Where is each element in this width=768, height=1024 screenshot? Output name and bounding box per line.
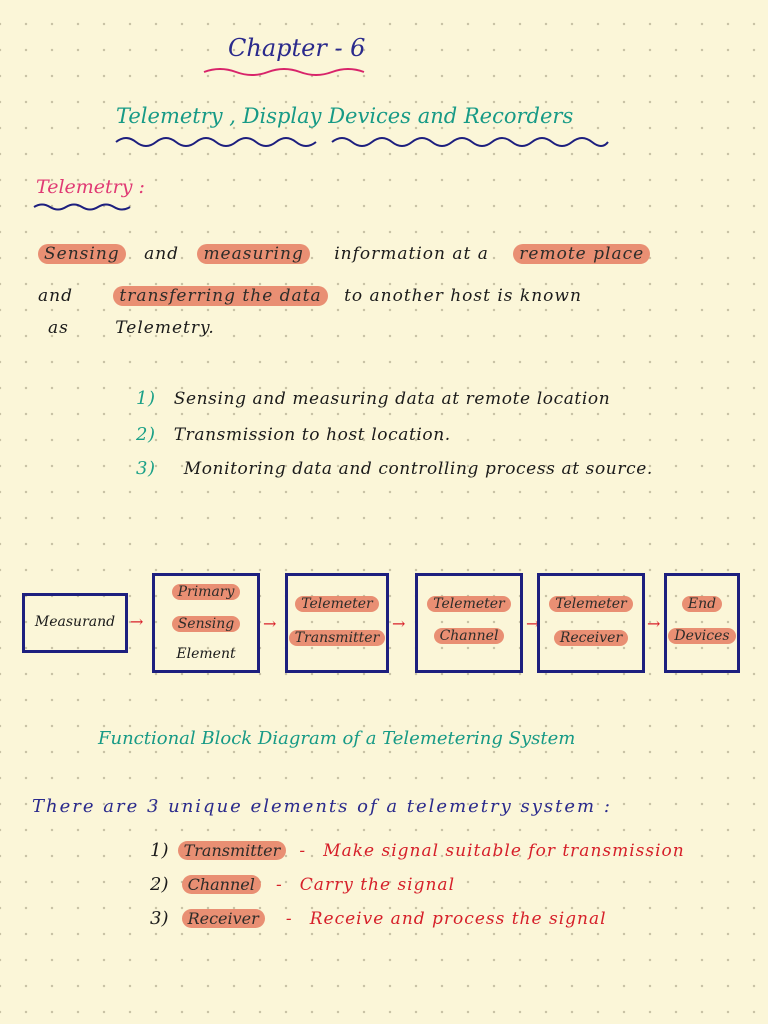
highlight-transferring: transferring the data — [113, 286, 327, 306]
definition-line-1: Sensing and measuring information at a remote place — [38, 244, 650, 264]
telemeter-receiver-box: Telemeter Receiver — [537, 573, 645, 673]
telemetry-heading: Telemetry : — [36, 176, 145, 198]
arrow-2: → — [263, 614, 277, 633]
definition-line-2: and transferring the data to another host is known — [38, 286, 582, 306]
highlight-remote-place: remote place — [513, 244, 650, 264]
arrow-5: → — [647, 614, 661, 633]
measurand-label: Measurand — [34, 614, 116, 630]
arrow-1: → — [130, 612, 144, 631]
telemeter-transmitter-box: Telemeter Transmitter — [285, 573, 389, 673]
diagram-caption: Functional Block Diagram of a Telemetering System — [98, 728, 576, 749]
page-title: Chapter - 6 — [228, 34, 366, 62]
measurand-box — [22, 593, 128, 653]
highlight-measuring: measuring — [197, 244, 309, 264]
heading-underline — [30, 200, 140, 214]
element-channel: 2) Channel - Carry the signal — [150, 874, 456, 895]
definition-line-3: as Telemetry. — [48, 318, 215, 338]
arrow-3: → — [392, 614, 406, 633]
point-3: 3) Monitoring data and controlling process at source. — [136, 458, 653, 479]
chapter-subtitle: Telemetry , Display Devices and Recorders — [116, 104, 574, 128]
point-2: 2) Transmission to host location. — [136, 424, 451, 445]
subtitle-underline — [112, 130, 616, 150]
arrow-4: → — [526, 614, 540, 633]
highlight-sensing: Sensing — [38, 244, 126, 264]
point-1: 1) Sensing and measuring data at remote location — [136, 388, 611, 409]
title-underline — [200, 64, 380, 78]
element-transmitter: 1) Transmitter - Make signal suitable for transmission — [150, 840, 685, 861]
primary-sensing-element-box: Primary Sensing Element — [152, 573, 260, 673]
telemeter-channel-box: Telemeter Channel — [415, 573, 523, 673]
elements-intro: There are 3 unique elements of a telemetry system : — [32, 796, 612, 817]
element-receiver: 3) Receiver - Receive and process the signal — [150, 908, 607, 929]
end-devices-box: End Devices — [664, 573, 740, 673]
